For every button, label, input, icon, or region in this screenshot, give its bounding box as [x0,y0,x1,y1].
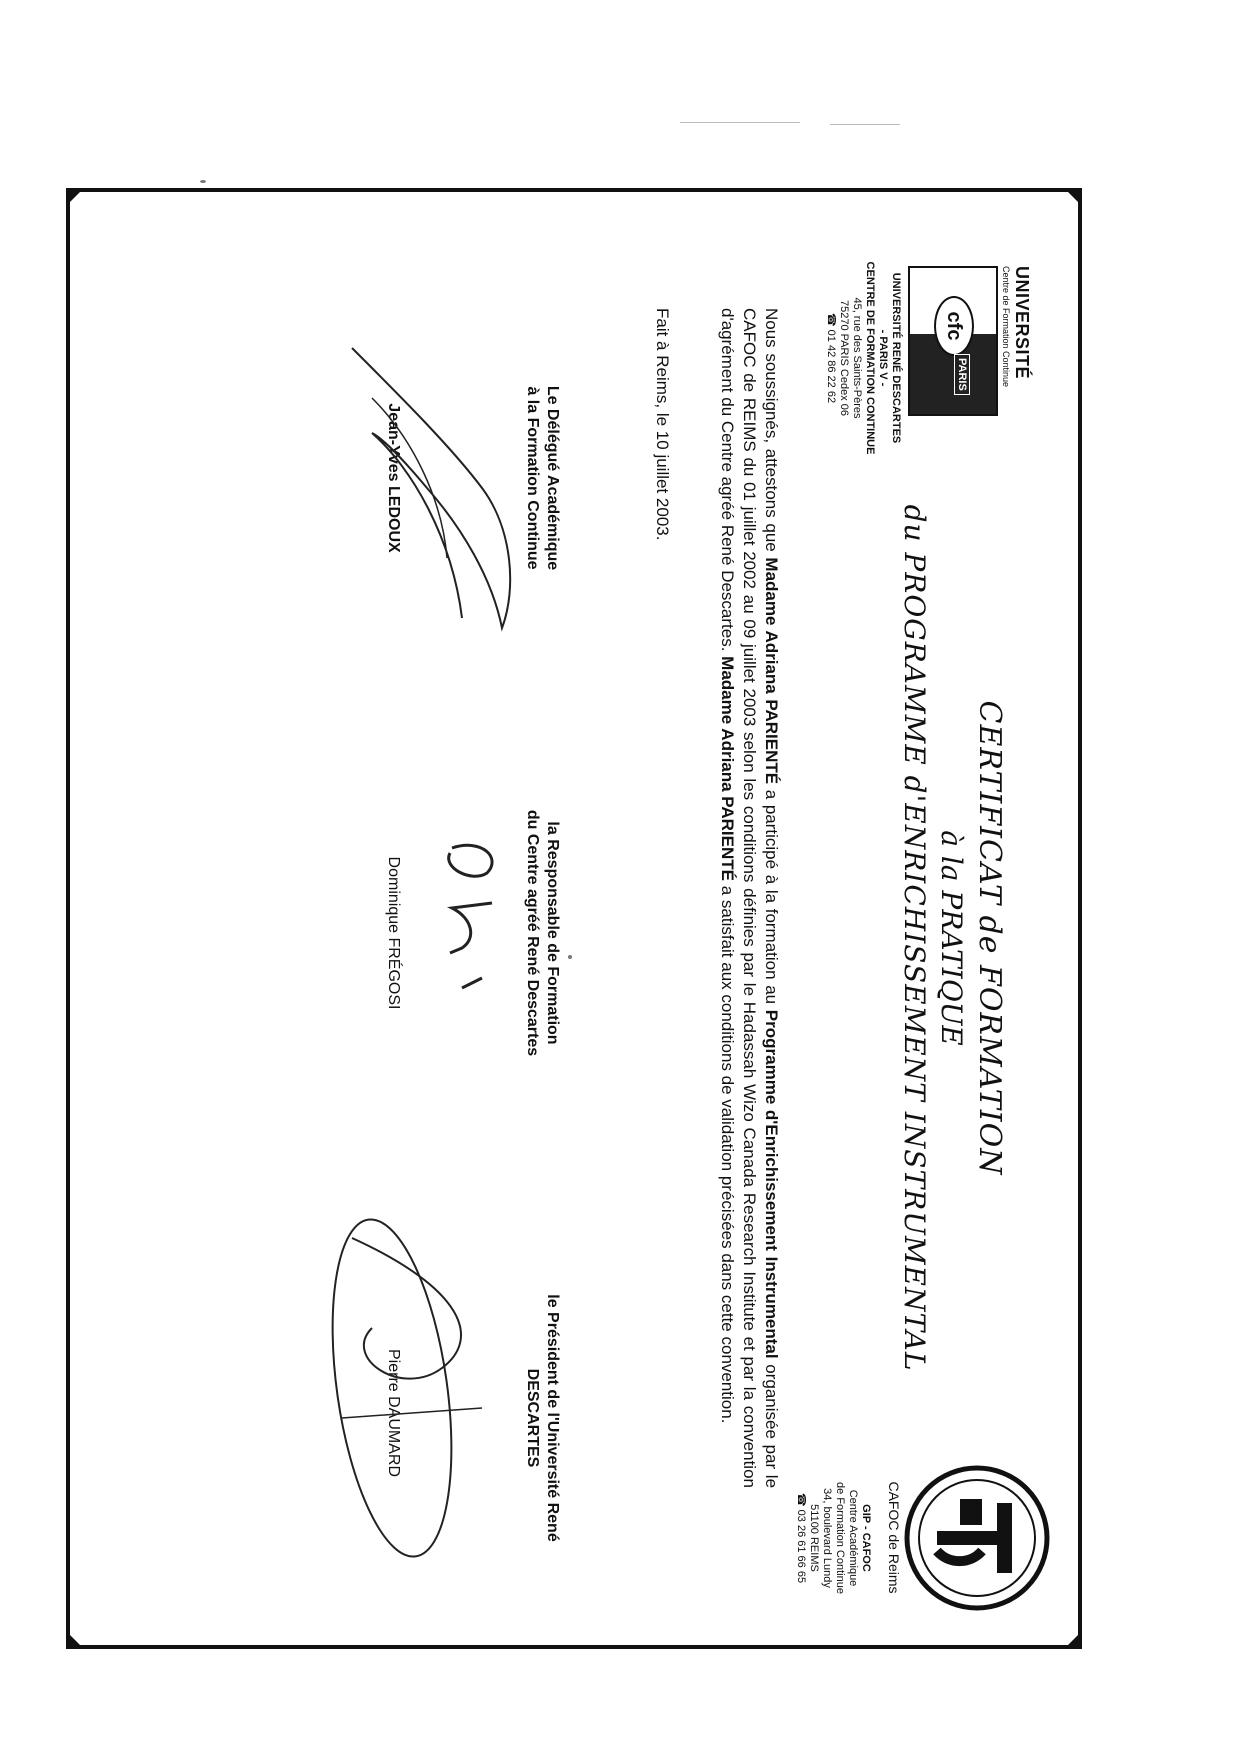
issuer-line: UNIVERSITÉ RENÉ DESCARTES [890,272,902,444]
certificate-content [66,188,1082,1649]
signatory-name: Pierre DAUMARD [385,1348,402,1477]
attestation-paragraph [716,308,782,1488]
body-text: Nous soussignés, attestons que [762,308,781,558]
signatory-role [522,1203,562,1633]
issuer-line: de Formation Continue [834,1482,846,1594]
issuer-line: 45, rue des Saints-Pères [851,297,863,419]
role-line: du Centre agréé René Descartes [524,809,541,1057]
logo-brand: UNIVERSITÉ [1012,266,1032,380]
program-name: Programme d'Enrichissement Instrumental [762,1009,781,1359]
universite-cfc-logo [908,266,1032,416]
signatory-role [522,318,562,638]
body-text: a participé à la formation au [762,784,781,1010]
issuer-line: ☎ 01 42 86 22 62 [825,312,837,404]
signatory-name: Dominique FRÉGOSI [385,856,402,1010]
title-line: CERTIFICAT de FORMATION [972,700,1007,1176]
cafoc-emblem-icon [902,1463,1052,1613]
signature-fregosi [422,828,522,1028]
role-line: le Président de l'Université René [544,1294,561,1542]
issuer-line: ☎ 03 26 61 66 65 [795,1492,807,1584]
issuer-line: GIP - CAFOC [860,1504,872,1572]
scan-artifact [680,122,800,123]
scan-artifact [200,180,206,183]
place-and-date: Fait à Reims, le 10 juillet 2003. [653,308,672,541]
recipient-name: Madame Adriana PARIENTÉ [718,656,737,881]
cafoc-caption: CAFOC de Reims [886,1481,902,1594]
certificate-title [898,488,1007,1388]
signatory-name: Jean-Yves LEDOUX [385,403,402,553]
issuer-left-address [824,238,902,478]
body-text: a satisfait aux conditions de validation précisées dans cette convention. [718,881,737,1424]
title-line: à la PRATIQUE [935,830,968,1046]
body-text: organisée par le CAFOC de REIMS du 01 juillet 2002 au 09 juillet 2003 selon les conditions définies par le Hadassah Wizo Canada Research Institute et par la convention d'agrément du Centre agréé René Descartes. [718,308,781,1489]
scan-artifact [830,124,900,125]
signatory-role [522,743,562,1123]
issuer-line: 75270 PARIS Cedex 06 [838,300,850,416]
logo-mark: cfc [934,296,974,356]
cafoc-logo [902,1463,1052,1613]
role-line: à la Formation Continue [524,386,541,570]
recipient-name: Madame Adriana PARIENTÉ [762,557,781,785]
title-line: du PROGRAMME d'ENRICHISSEMENT INSTRUMENTAL [898,504,931,1372]
signature-daumard [312,1208,502,1568]
issuer-right-address [794,1443,872,1633]
issuer-line: 34, boulevard Lundy [821,1488,833,1588]
signature-ledoux [342,338,522,638]
logo-city: PARIS [954,354,970,395]
issuer-line: Centre Académique [847,1489,859,1587]
logo-emblem [908,266,998,416]
role-line: DESCARTES [524,1368,541,1468]
issuer-line: CENTRE DE FORMATION CONTINUE [864,261,876,455]
issuer-line: - PARIS V - [877,329,889,387]
issuer-line: 51100 REIMS [808,1504,820,1572]
logo-subtitle: Centre de Formation Continue [1001,266,1011,388]
role-line: Le Délégué Académique [544,385,561,571]
role-line: la Responsable de Formation [544,821,561,1045]
